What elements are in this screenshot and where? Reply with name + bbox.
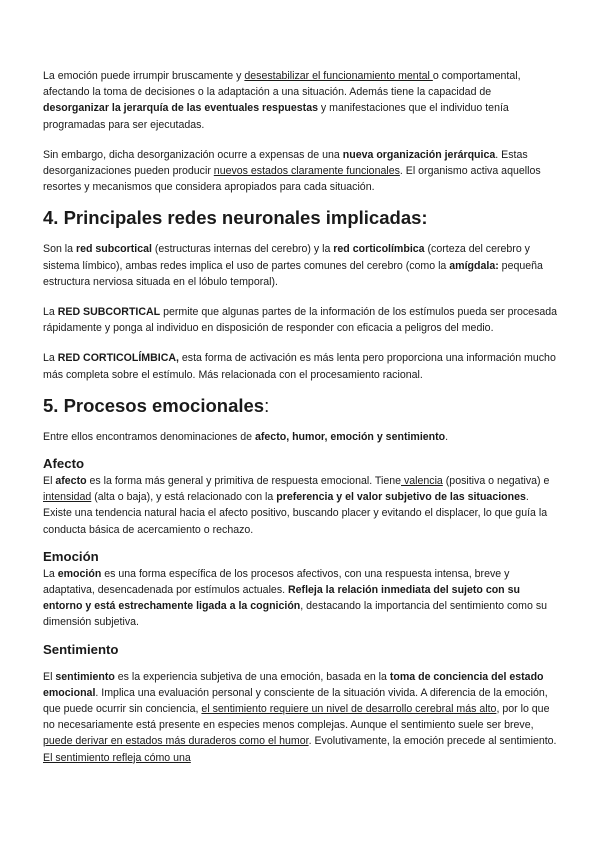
text-run: (corteza del cerebro y sistema límbico), ambas redes implica el uso de partes comunes del cerebro (como la bbox=[43, 243, 530, 272]
heading-colon: : bbox=[264, 394, 270, 416]
underlined-text: valencia bbox=[401, 475, 443, 488]
text-run: . Implica una evaluación personal y consciente de la situación vivida. A diferencia de la emoción, que puede ocurrir sin conciencia, bbox=[43, 686, 548, 716]
paragraph-emocion bbox=[43, 566, 559, 631]
text-run: esta forma de activación es más lenta pero proporciona una información mucho más completa sobre el estímulo. Más relacionada con el procesamiento racional. bbox=[43, 352, 556, 381]
text-run: El bbox=[43, 670, 56, 683]
text-run: . Evolutivamente, la emoción precede al sentimiento. bbox=[308, 735, 557, 748]
bold-text: desorganizar la jerarquía de las eventuales respuestas bbox=[43, 102, 318, 115]
paragraph-sentimiento bbox=[43, 669, 559, 766]
text-run: . Estas desorganizaciones pueden producir bbox=[43, 148, 528, 178]
paragraph-desorganizacion bbox=[43, 147, 559, 196]
underlined-text: intensidad bbox=[43, 491, 92, 504]
document-page bbox=[43, 68, 559, 766]
text-run: permite que algunas partes de la información de los estímulos pueda ser procesada rápidamente y ponga al individuo en disposición de responder con eficacia a peligros del medio. bbox=[43, 306, 558, 335]
text-run: , por lo que no necesariamente está presente en especies menos complejas. Aunque el sentimiento suele ser breve, bbox=[43, 703, 550, 732]
paragraph-red-subcortical bbox=[43, 304, 559, 336]
bold-text: Refleja la relación inmediata del sujeto con su entorno y está estrechamente ligada a la cognición bbox=[43, 584, 520, 613]
text-run: . Existe una tendencia natural hacia el afecto positivo, buscando placer y evitando el displacer, lo que guía la conducta básica de acercamiento o rechazo. bbox=[43, 491, 548, 536]
bold-text: preferencia y el valor subjetivo de las situaciones bbox=[276, 491, 526, 504]
subheading-sentimiento: Sentimiento bbox=[43, 641, 119, 657]
text-run: (estructuras internas del cerebro) y la bbox=[151, 243, 334, 256]
underlined-text: desestabilizar el funcionamiento mental bbox=[244, 70, 433, 82]
text-run: (positiva o negativa) e bbox=[442, 475, 550, 488]
section-heading-redes-neuronales: 4. Principales redes neuronales implicadas: bbox=[43, 207, 428, 229]
paragraph-red-corticolimbica bbox=[43, 350, 559, 382]
bold-text: emoción bbox=[57, 567, 102, 580]
text-run: es la experiencia subjetiva de una emoción, basada en la bbox=[114, 670, 390, 683]
text-run: Sin embargo, dicha desorganización ocurre a expensas de una bbox=[43, 148, 343, 161]
bold-text: red subcortical bbox=[75, 243, 152, 256]
subheading-afecto: Afecto bbox=[43, 456, 85, 472]
paragraph-denominaciones bbox=[43, 429, 559, 445]
text-run: El bbox=[43, 475, 56, 488]
text-run: La bbox=[43, 352, 58, 365]
bold-text: red corticolímbica bbox=[333, 243, 425, 256]
bold-text: RED SUBCORTICAL bbox=[57, 306, 161, 319]
text-run: La bbox=[43, 567, 58, 580]
text-run: La bbox=[43, 306, 58, 319]
text-run: es una forma específica de los procesos afectivos, con una respuesta intensa, breve y adaptativa, desencadenada por estímulos actuales. bbox=[43, 567, 510, 597]
underlined-text: El sentimiento refleja cómo una bbox=[43, 751, 191, 764]
text-run: Son la bbox=[43, 243, 76, 256]
text-run: o comportamental, afectando la toma de decisiones o la adaptación a una situación. Además tiene la capacidad de bbox=[43, 70, 521, 99]
text-run: Entre ellos encontramos denominaciones de bbox=[43, 430, 255, 443]
bold-text: toma de conciencia del estado emocional bbox=[43, 670, 544, 699]
bold-text: RED CORTICOLÍMBICA, bbox=[57, 352, 179, 365]
section-heading-procesos-emocionales bbox=[43, 394, 559, 418]
bold-text: afecto bbox=[55, 475, 87, 488]
text-run: (alta o baja), y está relacionado con la bbox=[91, 491, 277, 504]
underlined-text: puede derivar en estados más duraderos como el humor bbox=[43, 735, 309, 748]
bold-text: nueva organización jerárquica bbox=[342, 148, 496, 161]
bold-text: amígdala: bbox=[449, 259, 499, 272]
text-run: . El organismo activa aquellos resortes y mecanismos que considera apropiados para cada situación. bbox=[43, 165, 541, 194]
text-run: es la forma más general y primitiva de respuesta emocional. Tiene bbox=[86, 475, 402, 488]
bold-text: sentimiento bbox=[55, 670, 115, 683]
text-run: , destacando la importancia del sentimiento como su dimensión subjetiva. bbox=[43, 600, 548, 629]
text-run: y manifestaciones que el individuo tenía programadas para ser ejecutadas. bbox=[43, 102, 509, 131]
underlined-text: nuevos estados claramente funcionales bbox=[213, 165, 400, 178]
bold-text: afecto, humor, emoción y sentimiento bbox=[255, 430, 446, 443]
subheading-emocion: Emoción bbox=[43, 548, 99, 564]
paragraph-afecto bbox=[43, 473, 559, 538]
text-run: La emoción puede irrumpir bruscamente y bbox=[43, 70, 245, 82]
paragraph-desestabilizacion bbox=[43, 68, 559, 133]
underlined-text: el sentimiento requiere un nivel de desarrollo cerebral más alto bbox=[201, 703, 497, 716]
text-run: . bbox=[445, 430, 449, 443]
heading-text: 5. Procesos emocionales bbox=[43, 394, 265, 416]
paragraph-redes bbox=[43, 241, 559, 290]
text-run: pequeña estructura nerviosa situada en el lóbulo temporal). bbox=[43, 259, 543, 288]
